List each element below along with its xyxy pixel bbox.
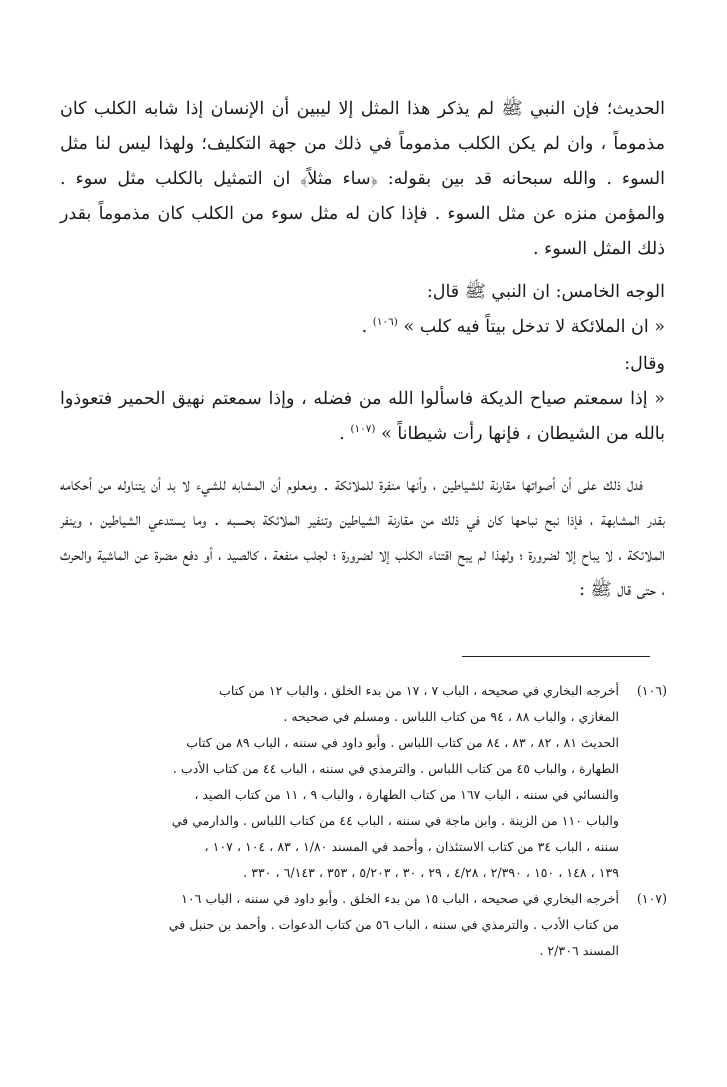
paragraph-fifth-aspect: الوجه الخامس: ان النبي ﷺ قال:: [426, 282, 665, 302]
spacer: [60, 267, 665, 275]
footnote-line: والنسائي في سننه ، الباب ١٦٧ من كتاب الطهارة ، والباب ٩ ، ١١ من كتاب الصيد ،: [194, 787, 619, 802]
footnote-number: (١٠٧): [636, 891, 667, 906]
footnote-line: الطهارة ، والباب ٤٥ من كتاب اللباس . والترمذي في سننه ، الباب ٤٤ من كتاب الأدب .: [172, 761, 619, 776]
footnote-107: [60, 886, 667, 964]
footnote-line: سننه ، الباب ٣٤ من كتاب الاستئذان ، وأحمد في المسند ١/٨٠ ، ٨٣ ، ١٠٤ ، ١٠٧ ،: [204, 839, 619, 854]
main-text: [60, 92, 665, 608]
hadith-quote-roosters: [60, 382, 665, 454]
footnote-line: المغازي ، والباب ٨٨ ، ٩٤ من كتاب اللباس . ومسلم في صحيحه .: [283, 709, 619, 724]
footnote-line: أخرجه البخاري في صحيحه ، الباب ١٥ من بدء الخلق . وأبو داود في سننه ، الباب ١٠٦: [181, 891, 619, 906]
paragraph-and-he-said: وقال:: [624, 354, 665, 374]
footnote-line: الحديث ٨١ ، ٨٢ ، ٨٣ ، ٨٤ من كتاب اللباس . وأبو داود في سننه ، الباب ٨٩ من كتاب: [186, 735, 619, 750]
hadith-text: « إذا سمعتم صياح الديكة فاسألوا الله من فضله ، وإذا سمعتم نهيق الحمير فتعوذوا بالله من الشيطان ، فإنها رأت شيطاناً »: [60, 389, 665, 444]
footnotes: [60, 678, 667, 964]
hadith-quote-angels: [60, 310, 665, 347]
footnote-106-continuation: [60, 730, 667, 886]
punctuation: .: [361, 317, 368, 337]
hadith-text: « ان الملائكة لا تدخل بيتاً فيه كلب »: [403, 317, 665, 337]
footnote-line: والباب ١١٠ من الزينة . وابن ماجة في سننه ، الباب ٤٤ من كتاب اللباس . والدارمي في: [171, 813, 619, 828]
spacer: [60, 454, 665, 468]
footnote-divider: [462, 656, 650, 657]
footnote-number: (١٠٦): [636, 683, 667, 698]
footnote-line: ١٣٩ ، ١٤٨ ، ١٥٠ ، ٢/٣٩٠ ، ٤/٢٨ ، ٢٩ ، ٣٠ ، ٥/٢٠٣ ، ٣٥٣ ، ٦/١٤٣ ، ٣٣٠ .: [243, 865, 619, 880]
footnote-body: [60, 678, 619, 730]
footnote-ref-106: (١٠٦): [372, 316, 398, 328]
punctuation: .: [339, 424, 345, 444]
footnote-ref-107: (١٠٧): [350, 423, 376, 435]
paragraph-dog-analogy: الحديث؛ فإن النبي ﷺ لم يذكر هذا المثل إلا ليبين أن الإنسان إذا شابه الكلب كان مذموماً ، وان لم يكن الكلب مذموماً في ذلك من جهة التكليف؛ ولهذا ليس لنا مثل السوء . والله سبحانه قد بين بقوله: ﴿ساء مثلاً﴾ ان التمثيل بالكلب مثل سوء . والمؤمن منزه عن مثل السوء . فإذا كان له مثل سوء من الكلب كان مذموماً بقدر ذلك المثل السوء .: [60, 99, 665, 259]
footnote-106: [60, 678, 667, 730]
footnote-line: من كتاب الأدب . والترمذي في سننه ، الباب ٥٦ من كتاب الدعوات . وأحمد بن حنبل في: [168, 917, 619, 932]
footnote-line: أخرجه البخاري في صحيحه ، الباب ٧ ، ١٧ من بدء الخلق ، والباب ١٢ من كتاب: [219, 683, 619, 698]
footnote-line: المسند ٢/٣٠٦ .: [539, 943, 619, 958]
footnote-body: [60, 886, 619, 964]
paragraph-conclusion: فدل ذلك على أن أصواتها مقارنة للشياطين ، وأنها منفرة للملائكة . ومعلوم أن المشابه للشيء لا بد أن يتناوله من أحكامه بقدر المشابهة ، فإذا نبح نباحها كان في ذلك من مقارنة الشياطين وتنفير الملائكة بحسبه . وما يستدعي الشياطين ، وينفر الملائكة ، لا يباح إلا لضرورة ؛ ولهذا لم يبح اقتناء الكلب إلا لضرورة ؛ لجلب منفعة ، كالصيد ، أو دفع مضرة عن الماشية والحرث ، حتى قال ﷺ :: [60, 475, 665, 600]
